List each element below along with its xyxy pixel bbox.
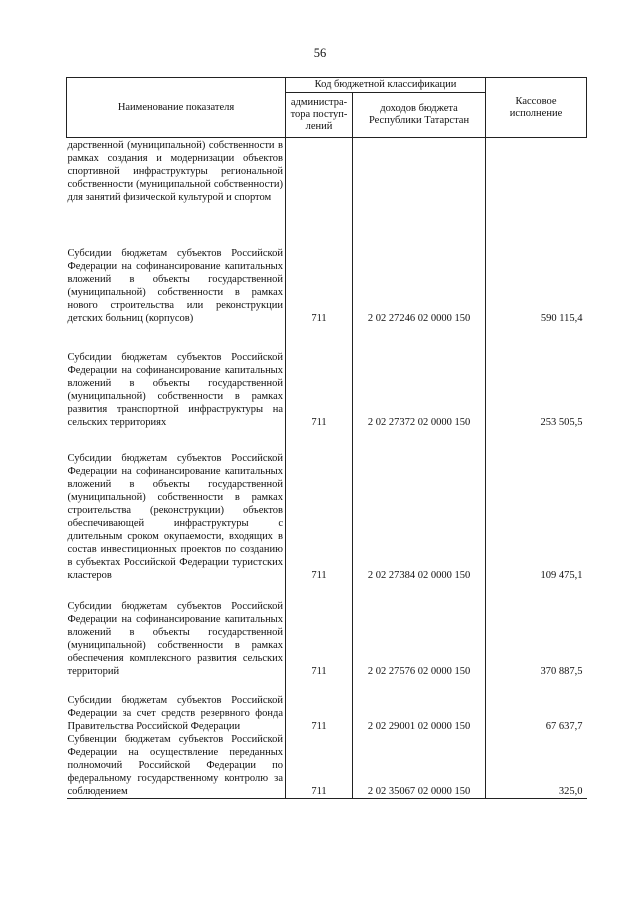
table-row [67,325,587,429]
row-amount: 590 115,4 [486,221,587,325]
row-admin: 711 [286,582,353,678]
row-admin: 711 [286,429,353,582]
row-admin: 711 [286,733,353,799]
row-code: 2 02 29001 02 0000 150 [367,721,471,732]
row-code: 2 02 27246 02 0000 150 [367,313,471,324]
row-amount: 253 505,5 [486,325,587,429]
header-code-group: Код бюджетной классификации [286,78,486,93]
row-name: Субсидии бюджетам субъектов Российской Федерации на софинансирование капитальных вложений в объекты государственной (муниципальной) собственности в рамках развития транспортной инфраструктуры на сельских территориях [67,352,283,428]
row-admin: 711 [286,221,353,325]
row-amount: 370 887,5 [486,582,587,678]
table-row [67,138,587,222]
table-row [67,221,587,325]
header-name: Наименование показателя [67,78,286,138]
header-admin: администра-тора поступ-лений [286,93,353,138]
row-code: 2 02 27384 02 0000 150 [367,570,471,581]
budget-table [66,77,587,799]
header-execution: Кассовое исполнение [486,78,587,138]
row-name: Субсидии бюджетам субъектов Российской Федерации на софинансирование капитальных вложений в объекты государственной (муниципальной) собственности в рамках нового строительства или реконструкции детских больниц (корпусов) [67,248,283,324]
page-number: 56 [313,46,327,60]
row-amount: 109 475,1 [486,429,587,582]
row-admin: 711 [286,678,353,733]
row-code [353,138,486,222]
row-name: Субсидии бюджетам субъектов Российской Федерации на софинансирование капитальных вложений в объекты государственной (муниципальной) собственности в рамках обеспечения комплексного развития сельских территорий [67,601,283,677]
row-name: Субсидии бюджетам субъектов Российской Федерации на софинансирование капитальных вложений в объекты государственной (муниципальной) собственности в рамках строительства (реконструкции) объектов обеспечивающей инфраструктуры с длительным сроком окупаемости, входящих в состав инвестиционных проектов по созданию в субъектах Российской Федерации туристских кластеров [67,453,283,581]
row-code: 2 02 27576 02 0000 150 [367,666,471,677]
header-income: доходов бюджета Республики Татарстан [353,93,486,138]
row-amount: 67 637,7 [486,678,587,733]
table-row [67,582,587,678]
row-name: Субвенции бюджетам субъектов Российской Федерации на осуществление переданных полномочий Российской Федерации по федеральному государственному контролю за соблюдением [67,733,286,799]
table-row [67,733,587,799]
row-admin: 711 [286,325,353,429]
row-amount: 325,0 [486,733,587,799]
table-row [67,429,587,582]
row-name: Субсидии бюджетам субъектов Российской Федерации за счет средств резервного фонда Правительства Российской Федерации [67,695,283,732]
row-code: 2 02 27372 02 0000 150 [367,417,471,428]
table-row [67,678,587,733]
row-code: 2 02 35067 02 0000 150 [353,733,486,799]
row-admin [286,138,353,222]
row-amount [486,138,587,222]
row-name: дарственной (муниципальной) собственности в рамках создания и модернизации объектов спортивной инфраструктуры региональной собственности (муниципальной собственности) для занятий физической культурой и спортом [67,140,283,203]
